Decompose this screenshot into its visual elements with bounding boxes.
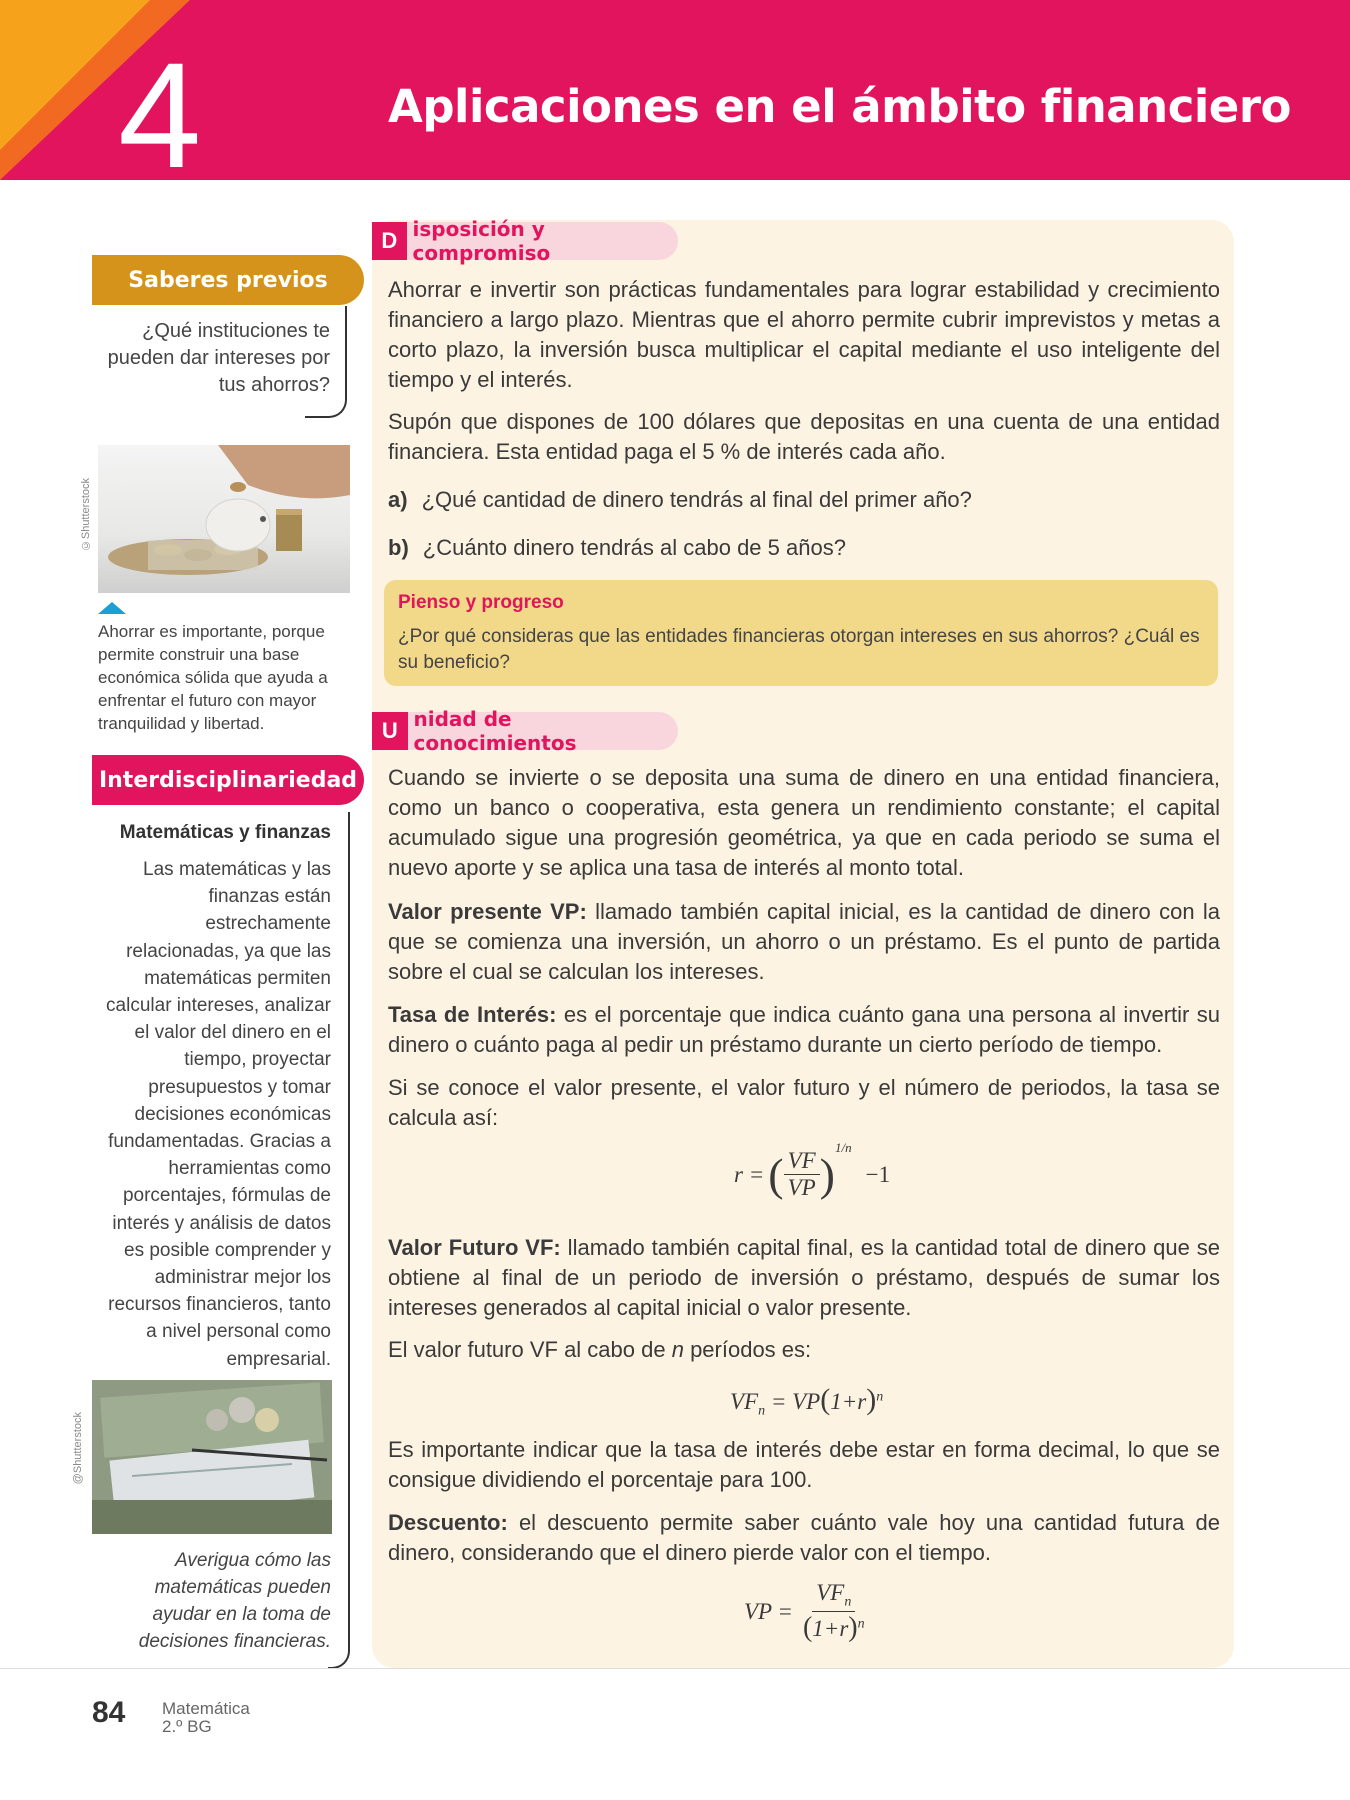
interdisciplinariedad-bracket-line [328, 812, 350, 1669]
paren-close: ) [819, 1149, 835, 1200]
piggy-bank-photo [98, 445, 350, 593]
question-a-text: ¿Qué cantidad de dinero tendrás al final del primer año? [421, 487, 972, 512]
present-value-formula [744, 1580, 869, 1644]
section-title: isposición y compromiso [412, 217, 551, 265]
subject-name: Matemática [162, 1699, 250, 1718]
question-b-label: b) [388, 535, 409, 560]
question-a-label: a) [388, 487, 408, 512]
money-and-check-photo [92, 1380, 332, 1534]
paren-open: ( [768, 1149, 784, 1200]
rate-numerator: VF [784, 1148, 820, 1175]
rate-lhs: r = [734, 1161, 765, 1187]
footer-divider [0, 1668, 1350, 1669]
vp-lhs: VP = [744, 1598, 793, 1624]
question-b-text: ¿Cuánto dinero tendrás al cabo de 5 años? [422, 535, 846, 560]
footer-subject [162, 1700, 250, 1736]
section-tab-disposicion [372, 217, 678, 265]
interdisciplinariedad-heading: Matemáticas y finanzas [119, 822, 331, 843]
pienso-title: Pienso y progreso [398, 592, 564, 613]
descuento-term: Descuento: [388, 1510, 508, 1535]
grade-label: 2.º BG [162, 1717, 212, 1736]
tasa-formula-intro: Si se conoce el valor presente, el valor futuro y el número de periodos, la tasa se calcula así: [388, 1075, 1220, 1130]
section-title: nidad de conocimientos [413, 707, 577, 755]
vf-term: Valor Futuro VF: [388, 1235, 561, 1260]
saberes-previos-question: ¿Qué instituciones te pueden dar intereses por tus ahorros? [107, 320, 330, 396]
photo-credit: ©Shutterstock [80, 478, 92, 552]
chapter-number: 4 [118, 31, 202, 180]
interdisciplinariedad-tab [92, 755, 364, 805]
question-a [388, 487, 972, 513]
vp-numerator: $VF_n$ [812, 1580, 855, 1612]
decimal-note: Es importante indicar que la tasa de interés debe estar en forma decimal, lo que se consigue dividiendo el porcentaje para 100. [388, 1437, 1220, 1492]
section-letter: D [372, 222, 407, 260]
rate-minus-one: −1 [865, 1161, 891, 1187]
tasa-interes-definition [388, 1000, 1220, 1060]
vf-rendered: $VF_n = VP(1+r)^n$ [730, 1383, 884, 1419]
intro-paragraph-1: Ahorrar e invertir son prácticas fundamentales para lograr estabilidad y crecimiento financiero a largo plazo. Mientras que el ahorro permite cubrir imprevistos y metas a corto plazo, la inversión busca multiplicar el capital mediante el uso inteligente del tiempo y el interés. [388, 277, 1220, 392]
descuento-text: el descuento permite saber cuánto vale hoy una cantidad futura de dinero, considerando que el dinero pierde valor con el tiempo. [388, 1510, 1220, 1565]
interdisciplinariedad-text: Las matemáticas y las finanzas están estrechamente relacionadas, ya que las matemáticas permiten calcular intereses, analizar el valor del dinero en el tiempo, proyectar presupuestos y tomar decisiones económicas fundamentadas. Gracias a herramientas como porcentajes, fórmulas de interés y análisis de datos es posible comprender y administrar mejor los recursos financieros, tanto a nivel personal como empresarial. [106, 859, 331, 1370]
interdisciplinariedad-title: Interdisciplinariedad [98, 767, 358, 793]
future-value-formula [730, 1383, 883, 1420]
saberes-previos-tab [92, 255, 364, 305]
piggy-bank-illustration [98, 445, 350, 593]
chapter-title: Aplicaciones en el ámbito financiero [388, 80, 1291, 133]
photo-caption: Ahorrar es importante, porque permite construir una base económica sólida que ayuda a enfrentar el futuro con mayor tranquilidad y libertad. [98, 622, 328, 733]
vf-intro-text: El valor futuro VF al cabo de [388, 1337, 672, 1362]
vp-definition: llamado también capital inicial, es la cantidad de dinero con la que se comienza una inversión, un ahorro o un préstamo. Es el punto de partida sobre el cual se calculan los intereses. [388, 899, 1220, 984]
question-b [388, 535, 846, 561]
vf-intro-n: n [671, 1337, 684, 1362]
rate-fraction [784, 1148, 820, 1201]
activity-caption: Averigua cómo las matemáticas pueden ayudar en la toma de decisiones financieras. [138, 1550, 331, 1652]
valor-presente-definition [388, 897, 1220, 987]
section-tab-unidad [372, 707, 678, 755]
section-letter: U [372, 712, 408, 750]
rate-exponent: 1/n [835, 1140, 852, 1155]
saberes-previos-title: Saberes previos [128, 267, 328, 293]
vp-term: Valor presente VP: [388, 899, 587, 924]
unidad-paragraph-1: Cuando se invierte o se deposita una suma de dinero en una entidad financiera, como un banco o cooperativa, esta genera un rendimiento constante; el capital acumulado sigue una progresión geométrica, ya que en cada periodo se suma el nuevo aporte y se aplica una tasa de interés al monto total. [388, 765, 1220, 880]
chapter-header [0, 0, 1350, 180]
caption-triangle-icon [98, 602, 126, 614]
pienso-text: ¿Por qué consideras que las entidades financieras otorgan intereses en sus ahorros? ¿Cuál es su beneficio? [398, 626, 1200, 673]
vf-definition: llamado también capital final, es la cantidad total de dinero que se obtiene al final de un periodo de inversión o préstamo, después de sumar los intereses generados al capital inicial o valor presente. [388, 1235, 1220, 1320]
page-number: 84 [92, 1696, 126, 1729]
vf-intro-text-end: períodos es: [683, 1337, 812, 1362]
descuento-definition [388, 1508, 1220, 1568]
vp-fraction [799, 1580, 869, 1644]
vp-denominator: $(1+r)^n$ [802, 1611, 865, 1643]
tasa-term: Tasa de Interés: [388, 1002, 557, 1027]
valor-futuro-definition [388, 1233, 1220, 1323]
intro-paragraph-2: Supón que dispones de 100 dólares que depositas en una cuenta de una entidad financiera. Esta entidad paga el 5 % de interés cada año. [388, 409, 1220, 464]
vf-formula-intro [388, 1335, 1220, 1365]
rate-denominator: VP [787, 1175, 816, 1200]
photo-credit-2: @Shutterstock [72, 1412, 84, 1485]
rate-formula [734, 1140, 891, 1201]
money-check-illustration [92, 1380, 332, 1534]
tasa-definition: es el porcentaje que indica cuánto gana una persona al invertir su dinero o cuánto paga al pedir un préstamo durante un cierto período de tiempo. [388, 1002, 1220, 1057]
